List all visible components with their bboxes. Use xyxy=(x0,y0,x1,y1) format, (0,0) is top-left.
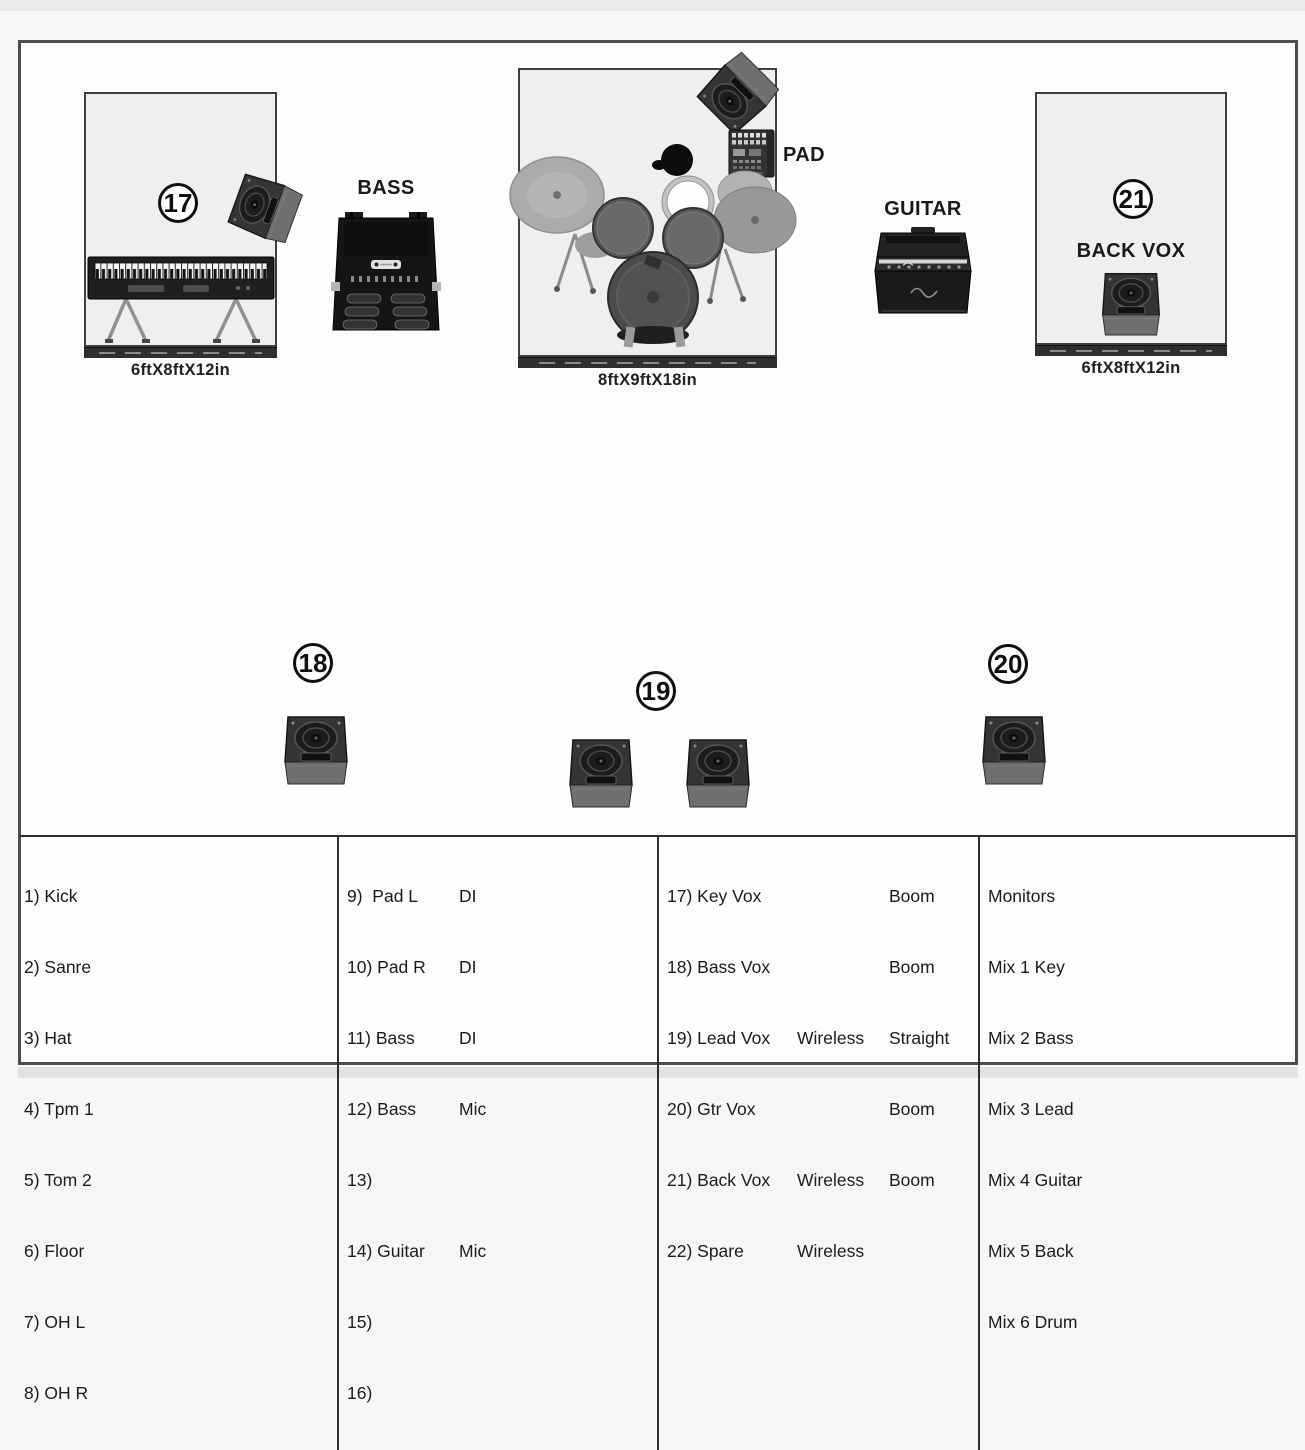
input-list-table xyxy=(20,835,1296,1403)
channel-wireless: Wireless xyxy=(797,1241,865,1261)
channel-label: 19) Lead Vox xyxy=(667,1028,771,1048)
channel-label: 22) Spare xyxy=(667,1241,744,1261)
backvox-monitor-wedge-icon xyxy=(1102,271,1160,335)
channel-label: 10) Pad R xyxy=(347,957,426,977)
channel-source xyxy=(459,1308,657,1337)
backvox-label: BACK VOX xyxy=(1076,240,1186,262)
monitor-18-wedge-icon xyxy=(285,714,347,784)
monitor-mix-row: Monitors xyxy=(988,886,1056,906)
channel-source: Mic xyxy=(459,1241,487,1261)
backvox-riser-front-edge xyxy=(1035,345,1227,356)
channel-source xyxy=(459,1166,657,1195)
channel-row xyxy=(347,1237,657,1266)
channel-wireless xyxy=(797,882,889,911)
monitor-19-wedge-right-icon xyxy=(687,737,749,807)
monitor-19-wedge-left-icon xyxy=(570,737,632,807)
pad-label: PAD xyxy=(783,144,825,166)
monitor-21-badge: 21 xyxy=(1113,179,1153,219)
keyboard-icon xyxy=(88,253,274,345)
monitor-mix-row: Mix 4 Guitar xyxy=(988,1170,1083,1190)
monitor-17-badge: 17 xyxy=(158,183,198,223)
channel-wireless xyxy=(797,953,889,982)
channel-row xyxy=(667,1166,978,1195)
input-list-column-1 xyxy=(20,837,337,1450)
channel-stand: Straight xyxy=(889,1028,950,1048)
channel-row: 6) Floor xyxy=(24,1241,85,1261)
monitor-mix-row: Mix 3 Lead xyxy=(988,1099,1074,1119)
monitor-18-badge: 18 xyxy=(293,643,333,683)
monitor-20-badge: 20 xyxy=(988,644,1028,684)
input-list-column-2 xyxy=(337,837,657,1450)
channel-label: 20) Gtr Vox xyxy=(667,1099,756,1119)
channel-row: 3) Hat xyxy=(24,1028,72,1048)
channel-row xyxy=(667,1237,978,1266)
channel-row xyxy=(667,1024,978,1053)
guitar-amp-icon xyxy=(873,227,973,315)
channel-row: 4) Tpm 1 xyxy=(24,1099,94,1119)
monitor-mix-row: Mix 6 Drum xyxy=(988,1312,1078,1332)
input-list-column-3 xyxy=(657,837,978,1450)
top-border-strip xyxy=(0,0,1305,11)
monitor-mix-row: Mix 1 Key xyxy=(988,957,1065,977)
monitor-mix-row: Mix 5 Back xyxy=(988,1241,1074,1261)
channel-source: Mic xyxy=(459,1099,487,1119)
channel-row xyxy=(347,953,657,982)
bass-amp-icon xyxy=(331,212,441,332)
channel-source: DI xyxy=(459,886,477,906)
channel-source xyxy=(459,1379,657,1408)
channel-row: 1) Kick xyxy=(24,886,78,906)
channel-row xyxy=(347,1024,657,1053)
monitor-19-badge: 19 xyxy=(636,671,676,711)
keys-riser-front-edge xyxy=(84,347,277,358)
channel-wireless: Wireless xyxy=(797,1028,865,1048)
channel-label: 21) Back Vox xyxy=(667,1170,771,1190)
channel-label: 17) Key Vox xyxy=(667,886,762,906)
channel-label: 16) xyxy=(347,1383,373,1403)
channel-stand: Boom xyxy=(889,1170,935,1190)
guitar-amp-label: GUITAR xyxy=(884,198,962,220)
channel-row: 7) OH L xyxy=(24,1312,86,1332)
channel-wireless xyxy=(797,1095,889,1124)
channel-row xyxy=(347,1095,657,1124)
channel-label: 14) Guitar xyxy=(347,1241,425,1261)
channel-row xyxy=(667,882,978,911)
channel-label: 18) Bass Vox xyxy=(667,957,771,977)
channel-label: 9) Pad L xyxy=(347,886,419,906)
keys-riser-dimensions: 6ftX8ftX12in xyxy=(131,361,230,379)
backvox-riser-dimensions: 6ftX8ftX12in xyxy=(1081,359,1181,377)
channel-label: 11) Bass xyxy=(347,1028,415,1048)
channel-row xyxy=(667,953,978,982)
channel-row xyxy=(347,1166,657,1195)
drum-riser-dimensions: 8ftX9ftX18in xyxy=(598,371,697,389)
channel-row xyxy=(667,1095,978,1124)
channel-row: 2) Sanre xyxy=(24,957,92,977)
channel-stand xyxy=(889,1237,978,1266)
channel-row xyxy=(347,882,657,911)
drum-kit-icon xyxy=(505,139,795,365)
channel-row: 5) Tom 2 xyxy=(24,1170,92,1190)
input-list-column-4 xyxy=(978,837,1296,1450)
monitor-20-wedge-icon xyxy=(983,714,1045,784)
channel-label: 13) xyxy=(347,1170,373,1190)
channel-row xyxy=(347,1308,657,1337)
channel-row xyxy=(347,1379,657,1408)
channel-row: 8) OH R xyxy=(24,1383,89,1403)
channel-label: 12) Bass xyxy=(347,1099,417,1119)
channel-stand: Boom xyxy=(889,1099,935,1119)
channel-wireless: Wireless xyxy=(797,1170,865,1190)
monitor-mix-row: Mix 2 Bass xyxy=(988,1028,1074,1048)
channel-source: DI xyxy=(459,1028,477,1048)
channel-stand: Boom xyxy=(889,957,935,977)
bass-amp-label: BASS xyxy=(357,177,415,199)
channel-source: DI xyxy=(459,957,477,977)
channel-label: 15) xyxy=(347,1312,373,1332)
channel-stand: Boom xyxy=(889,886,935,906)
